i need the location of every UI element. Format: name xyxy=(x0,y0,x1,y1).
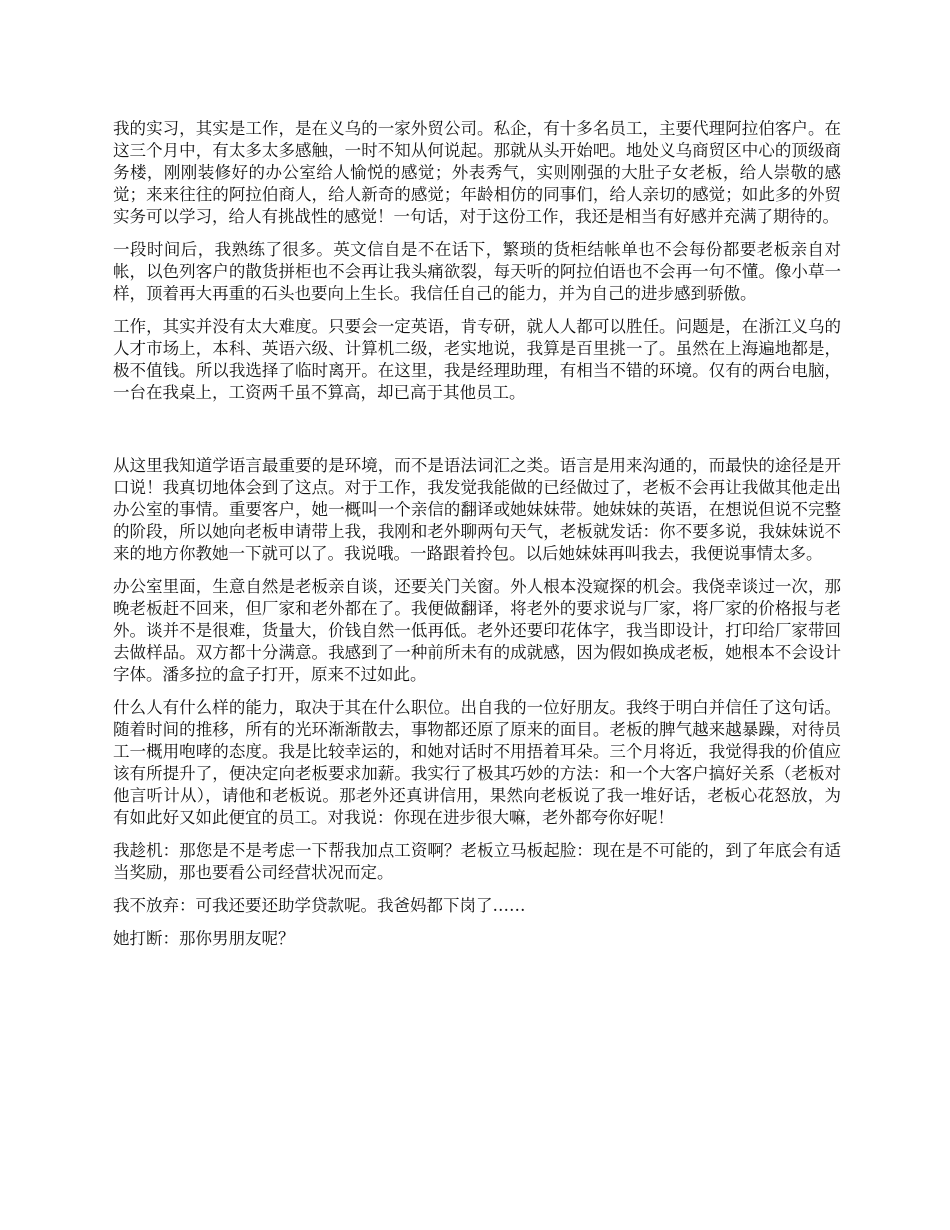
paragraph-language-environment: 从这里我知道学语言最重要的是环境，而不是语法词汇之类。语言是用来沟通的，而最快的途径是开口说！我真切地体会到了这点。对于工作，我发觉我能做的已经做过了，老板不会再让我做其他走出办公室的事情。重要客户，她一概叫一个亲信的翻译或她妹妹带。她妹妹的英语，在想说但说不完整的阶段，所以她向老板申请带上我，我刚和老外聊两句天气，老板就发话：你不要多说，我妹妹说不来的地方你教她一下就可以了。我说哦。一路跟着拎包。以后她妹妹再叫我去，我便说事情太多。 xyxy=(113,456,841,563)
paragraph-raise-request: 什么人有什么样的能力，取决于其在什么职位。出自我的一位好朋友。我终于明白并信任了这句话。随着时间的推移，所有的光环渐渐散去，事物都还原了原来的面目。老板的脾气越来越暴躁，对待员工一概用咆哮的态度。我是比较幸运的，和她对话时不用捂着耳朵。三个月将近，我觉得我的价值应该有所提升了，便决定向老板要求加薪。我实行了极其巧妙的方法：和一个大客户搞好关系（老板对他言听计从），请他和老板说。那老外还真讲信用，果然向老板说了我一堆好话，老板心花怒放，为有如此好又如此便宜的员工。对我说：你现在进步很大嘛，老外都夸你好呢！ xyxy=(113,698,841,827)
paragraph-work-difficulty: 工作，其实并没有太大难度。只要会一定英语，肯专研，就人人都可以胜任。问题是，在浙江义乌的人才市场上，本科、英语六级、计算机二级，老实地说，我算是百里挑一了。虽然在上海遍地都是，极不值钱。所以我选择了临时离开。在这里，我是经理助理，有相当不错的环境。仅有的两台电脑，一台在我桌上，工资两千虽不算高，却已高于其他员工。 xyxy=(113,317,841,402)
paragraph-spacer xyxy=(113,415,841,455)
paragraph-office-negotiation: 办公室里面，生意自然是老板亲自谈，还要关门关窗。外人根本没窥探的机会。我侥幸谈过一次，那晚老板赶不回来，但厂家和老外都在了。我便做翻译，将老外的要求说与厂家，将厂家的价格报与老外。谈并不是很难，货量大，价钱自然一低再低。老外还要印花体字，我当即设计，打印给厂家带回去做样品。双方都十分满意。我感到了一种前所未有的成就感，因为假如换成老板，她根本不会设计字体。潘多拉的盒子打开，原来不过如此。 xyxy=(113,577,841,684)
paragraph-internship-intro: 我的实习，其实是工作，是在义乌的一家外贸公司。私企，有十多名员工，主要代理阿拉伯客户。在这三个月中，有太多太多感触，一时不知从何说起。那就从头开始吧。地处义乌商贸区中心的顶级商务楼，刚刚装修好的办公室给人愉悦的感觉；外表秀气，实则刚强的大肚子女老板，给人崇敬的感觉；来来往往的阿拉伯商人，给人新奇的感觉；年龄相仿的同事们，给人亲切的感觉；如此多的外贸实务可以学习，给人有挑战性的感觉！一句话，对于这份工作，我还是相当有好感并充满了期待的。 xyxy=(113,119,841,226)
paragraph-dialogue-3: 她打断：那你男朋友呢？ xyxy=(113,929,295,948)
paragraph-progress: 一段时间后，我熟练了很多。英文信自是不在话下，繁琐的货柜结帐单也不会每份都要老板亲自对帐，以色列客户的散货拼柜也不会再让我头痛欲裂，每天听的阿拉伯语也不会再一句不懂。像小草一样，顶着再大再重的石头也要向上生长。我信任自己的能力，并为自己的进步感到骄傲。 xyxy=(113,240,841,303)
paragraph-dialogue-2: 我不放弃：可我还要还助学贷款呢。我爸妈都下岗了…… xyxy=(113,896,526,915)
document-body xyxy=(113,118,841,961)
paragraph-dialogue-1: 我趁机：那您是不是考虑一下帮我加点工资啊？老板立马板起脸：现在是不可能的，到了年底会有适当奖励，那也要看公司经营状况而定。 xyxy=(113,841,841,882)
